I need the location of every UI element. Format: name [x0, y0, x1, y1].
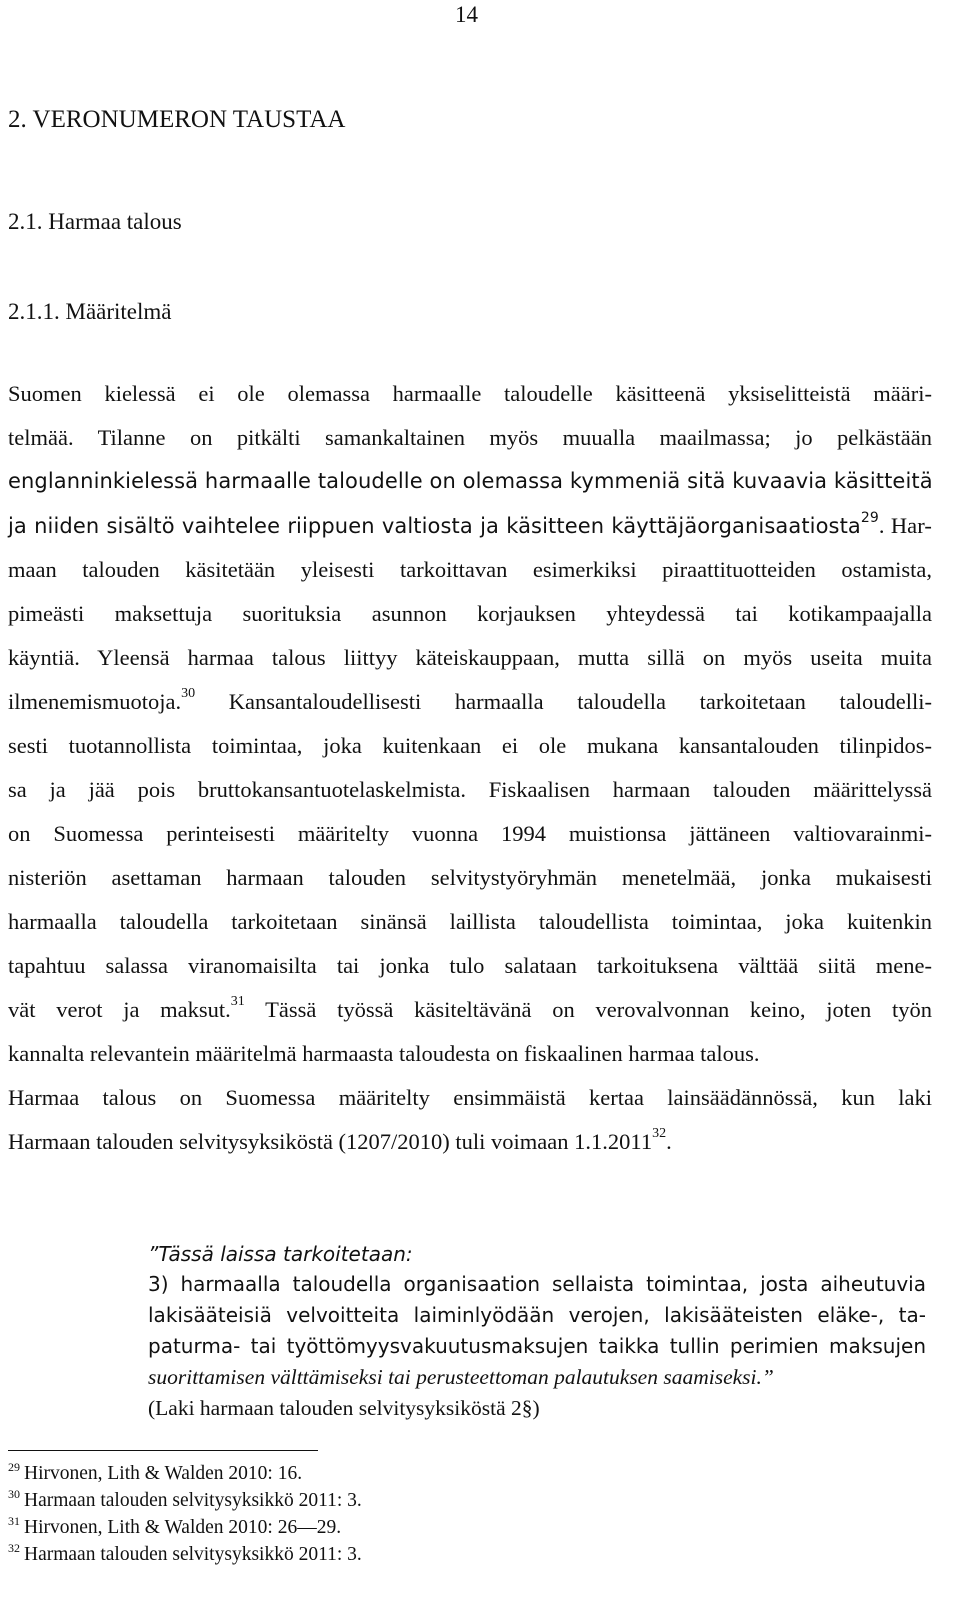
body-text: Tässä työssä käsiteltävänä on verovalvonnan keino, joten työn — [244, 997, 933, 1022]
footnote-number: 32 — [8, 1541, 20, 1555]
body-line: englanninkielessä harmaalle taloudelle on olemassa kymmeniä sitä kuvaavia käsitteitä — [8, 469, 933, 493]
quote-intro: ”Tässä laissa tarkoitetaan: — [148, 1242, 413, 1266]
footnote — [8, 1541, 362, 1565]
footnote-text: Hirvonen, Lith & Walden 2010: 26—29. — [24, 1517, 342, 1538]
footnote-number: 30 — [8, 1487, 20, 1501]
body-line: pimeästi maksettuja suorituksia asunnon korjauksen yhteydessä tai kotikampaajalla — [8, 601, 932, 626]
body-line: harmaalla taloudella tarkoitetaan sinänsä laillista taloudellista toimintaa, joka kuitenkin — [8, 909, 932, 934]
quote-line: suorittamisen välttämiseksi tai perusteettoman palautuksen saamiseksi.” — [148, 1365, 774, 1389]
footnote-ref: 31 — [230, 994, 245, 1009]
body-line: kannalta relevantein määritelmä harmaasta taloudesta on fiskaalinen harmaa talous. — [8, 1041, 760, 1066]
body-line: Harmaa talous on Suomessa määritelty ensimmäistä kertaa lainsäädännössä, kun laki — [8, 1085, 932, 1110]
footnote — [8, 1460, 303, 1484]
quote-line: paturma- tai työttömyysvakuutusmaksujen taikka tullin perimien maksujen — [148, 1334, 926, 1358]
footnote-text: Harmaan talouden selvitysyksikkö 2011: 3. — [24, 1490, 362, 1511]
footnote-number: 29 — [8, 1460, 20, 1474]
quote-line: lakisääteisiä velvoitteita laiminlyödään verojen, lakisääteisten eläke-, ta- — [148, 1303, 926, 1327]
body-line: Suomen kielessä ei ole olemassa harmaalle taloudelle käsitteenä yksiselitteistä määri- — [8, 381, 932, 406]
body-text: Harmaan talouden selvitysyksiköstä (1207/2010) tuli voimaan 1.1.2011 — [8, 1129, 653, 1154]
body-line: tapahtuu salassa viranomaisilta tai jonka tulo salataan tarkoituksena välttää siitä mene- — [8, 953, 932, 978]
chapter-heading: 2. VERONUMERON TAUSTAA — [8, 106, 346, 133]
body-text: vät verot ja maksut. — [8, 997, 231, 1022]
subsection-heading: 2.1.1. Määritelmä — [8, 299, 172, 324]
body-line — [8, 510, 932, 538]
footnote-text: Hirvonen, Lith & Walden 2010: 16. — [24, 1463, 303, 1484]
body-line: sa ja jää pois bruttokansantuotelaskelmista. Fiskaalisen harmaan talouden määrittelyssä — [8, 777, 932, 802]
body-text: Kansantaloudellisesti harmaalla taloudella tarkoitetaan taloudelli- — [195, 689, 932, 714]
body-line: nisteriön asettaman harmaan talouden selvitystyöryhmän menetelmää, jonka mukaisesti — [8, 865, 932, 890]
body-text: ja niiden sisältö vaihtelee riippuen valtiosta ja käsitteen käyttäjäorganisaatiosta — [8, 514, 861, 538]
footnote-ref: 32 — [652, 1126, 667, 1141]
body-line — [8, 994, 933, 1022]
footnote-ref: 30 — [181, 686, 196, 701]
body-line: on Suomessa perinteisesti määritelty vuonna 1994 muistionsa jättäneen valtiovarainmi- — [8, 821, 932, 846]
body-line: käyntiä. Yleensä harmaa talous liittyy käteiskauppaan, mutta sillä on myös useita muita — [8, 645, 932, 670]
footnote-divider — [8, 1450, 318, 1451]
body-text: ilmenemismuotoja. — [8, 689, 182, 714]
body-text: . — [666, 1129, 672, 1154]
body-line: maan talouden käsitetään yleisesti tarkoittavan esimerkiksi piraattituotteiden ostamista, — [8, 557, 932, 582]
quote-source: (Laki harmaan talouden selvitysyksiköstä 2§) — [148, 1396, 540, 1420]
body-line: sesti tuotannollista toimintaa, joka kuitenkaan ei ole mukana kansantalouden tilinpidos- — [8, 733, 932, 758]
body-line — [8, 686, 932, 714]
footnote-number: 31 — [8, 1514, 20, 1528]
footnote — [8, 1514, 342, 1538]
page-number: 14 — [455, 2, 478, 27]
footnote-ref: 29 — [860, 510, 879, 526]
body-line: telmää. Tilanne on pitkälti samankaltainen myös muualla maailmassa; jo pelkästään — [8, 425, 932, 450]
section-heading: 2.1. Harmaa talous — [8, 209, 182, 234]
quote-line: 3) harmaalla taloudella organisaation sellaista toimintaa, josta aiheutuvia — [148, 1272, 926, 1296]
body-text: . Har- — [878, 513, 932, 538]
footnote — [8, 1487, 362, 1511]
footnote-text: Harmaan talouden selvitysyksikkö 2011: 3. — [24, 1544, 362, 1565]
body-line — [8, 1126, 672, 1154]
